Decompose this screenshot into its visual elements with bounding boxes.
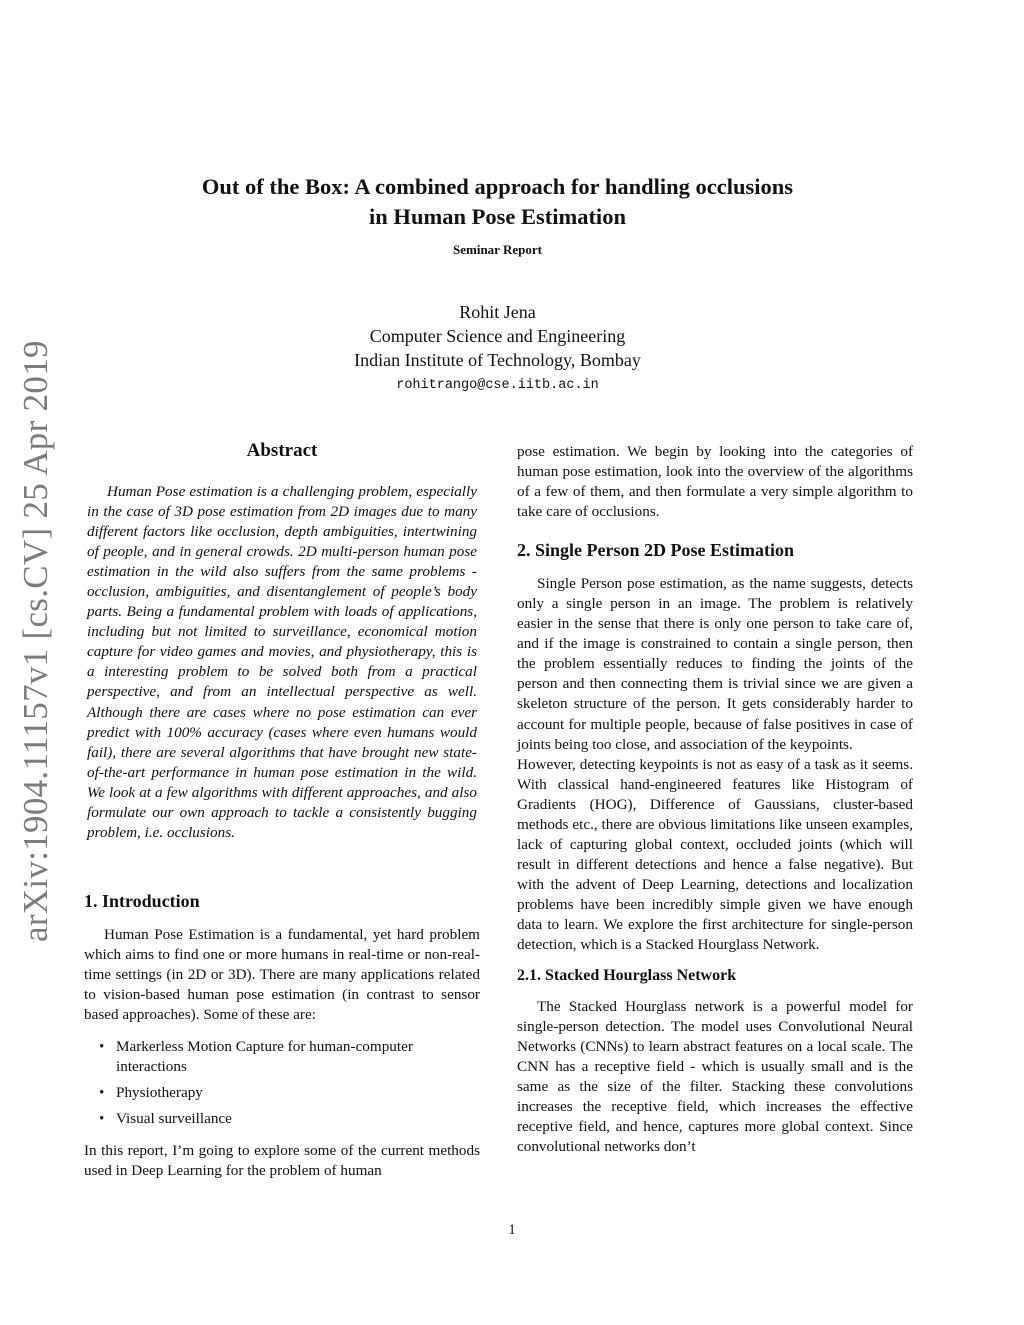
section2-paragraph-2: However, detecting keypoints is not as easy of a task as it seems. With classical hand-engineered features like Histogram of Gradients (HOG), Difference of Gaussians, cluster-based methods etc., there are obvious limitations like unseen examples, lack of capturing global context, occluded joints (which will result in different detections and hence a false negative). But with the advent of Deep Learning, detections and localization problems have been incredibly simple given we have enough data to learn. We explore the first architecture for single-person detection, which is a Stacked Hourglass Network. bbox=[517, 755, 913, 954]
section2-paragraph-1: Single Person pose estimation, as the name suggests, detects only a single person in an image. The problem is relatively easier in the sense that there is only one person to take care of, and if the image is constrained to contain a single person, then the problem essentially reduces to finding the joints of the person and then connecting them is trivial since we are given a skeleton structure of the person. It gets considerably harder to account for multiple people, because of false positives in case of joints being too close, and association of the keypoints. bbox=[517, 575, 913, 753]
list-item: • Physiotherapy bbox=[84, 1083, 480, 1103]
arxiv-identifier: arXiv:1904.11157v1 [cs.CV] 25 Apr 2019 bbox=[16, 340, 55, 942]
right-column bbox=[517, 442, 913, 1157]
introduction-paragraph-2: In this report, I’m going to explore some of the current methods used in Deep Learning for the problem of human bbox=[84, 1142, 480, 1180]
section-heading-single-person: 2. Single Person 2D Pose Estimation bbox=[517, 540, 794, 561]
section2-1-paragraph-1: The Stacked Hourglass network is a powerful model for single-person detection. The model uses Convolutional Neural Networks (CNNs) to learn abstract features on a local scale. The CNN has a receptive field - which is usually small and is the same as the size of the filter. Stacking these convolutions increases the receptive field, which increases the effective receptive field, and hence, captures more global context. Since convolutional networks don’t bbox=[517, 998, 913, 1156]
author-name: Rohit Jena bbox=[459, 302, 536, 322]
abstract-text: Human Pose estimation is a challenging problem, especially in the case of 3D pose estimation from 2D images due to many different factors like occlusion, depth ambiguities, intertwining of people, and in general crowds. 2D multi-person human pose estimation in the wild also suffers from the same problems - occlusion, ambiguities, and disentanglement of people’s body parts. Being a fundamental problem with loads of applications, including but not limited to surveillance, economical motion capture for video games and movies, and physiotherapy, this is a interesting problem to be solved both from a practical perspective, and from an intellectual perspective as well. Although there are cases where no pose estimation can ever predict with 100% accuracy (cases where even humans would fail), there are several algorithms that have brought new state-of-the-art performance in human pose estimation in the wild. We look at a few algorithms with different approaches, and also formulate our own approach to tackle a consistently bugging problem, i.e. occlusions. bbox=[87, 483, 477, 841]
section-heading-introduction: 1. Introduction bbox=[84, 890, 200, 911]
author-block bbox=[200, 300, 795, 398]
list-item: • Markerless Motion Capture for human-computer interactions bbox=[84, 1037, 480, 1077]
paper-title bbox=[150, 172, 845, 232]
author-institution: Indian Institute of Technology, Bombay bbox=[354, 350, 641, 370]
introduction-paragraph-2-continued: pose estimation. We begin by looking into the categories of human pose estimation, look into the overview of the algorithms of a few of them, and then formulate a very simple algorithm to take care of occlusions. bbox=[517, 443, 913, 521]
abstract-heading: Abstract bbox=[246, 440, 318, 461]
list-item: • Visual surveillance bbox=[84, 1109, 480, 1129]
author-email: rohitrango@cse.iitb.ac.in bbox=[396, 378, 599, 393]
title-block bbox=[150, 172, 845, 258]
left-column bbox=[84, 438, 480, 1181]
paper-subtitle: Seminar Report bbox=[453, 242, 542, 257]
subsection-heading-stacked-hourglass: 2.1. Stacked Hourglass Network bbox=[517, 967, 737, 985]
introduction-paragraph-1: Human Pose Estimation is a fundamental, yet hard problem which aims to find one or more humans in real-time or non-real-time settings (in 2D or 3D). There are many applications related to vision-based human pose estimation (in contrast to sensor based approaches). Some of these are: bbox=[84, 925, 480, 1024]
applications-list bbox=[84, 1037, 480, 1129]
title-line-2: in Human Pose Estimation bbox=[369, 204, 626, 229]
page-number: 1 bbox=[508, 1222, 516, 1238]
author-department: Computer Science and Engineering bbox=[369, 326, 626, 346]
title-line-1: Out of the Box: A combined approach for handling occlusions bbox=[201, 174, 794, 199]
